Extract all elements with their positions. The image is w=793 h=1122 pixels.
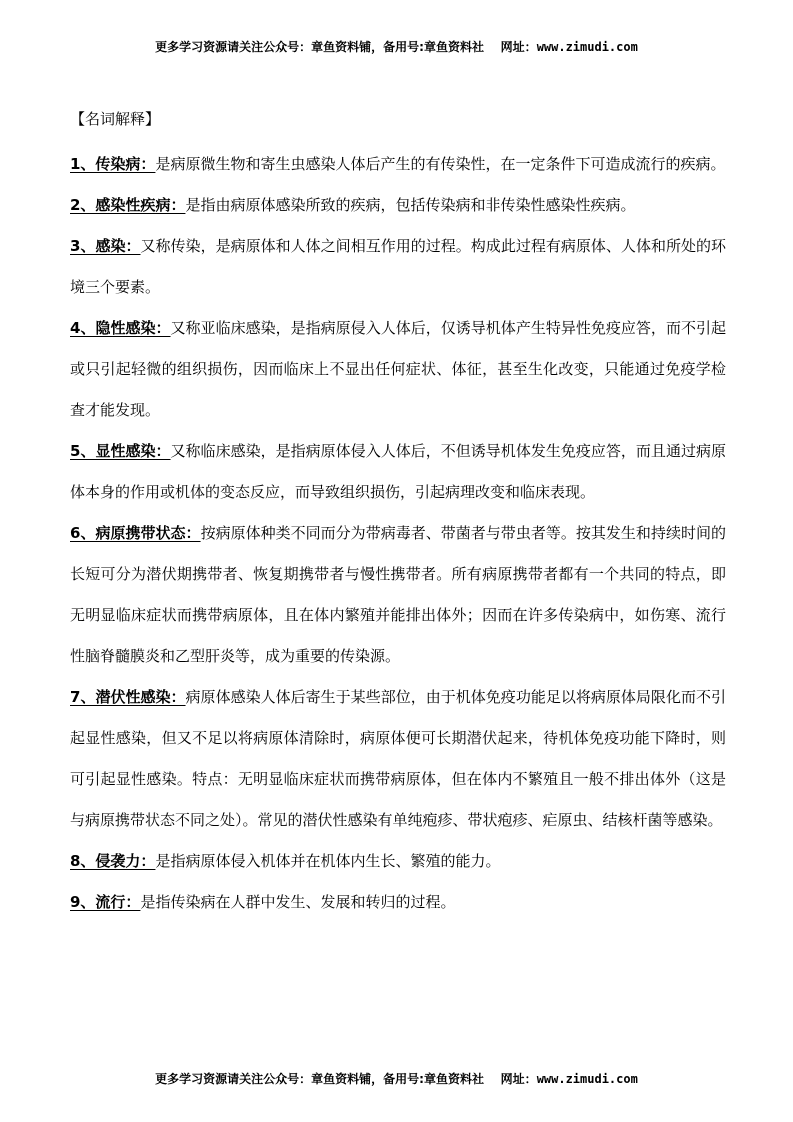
page-footer <box>0 1070 793 1087</box>
entry-term: 5、显性感染： <box>70 442 171 460</box>
footer-url-label: 网址： <box>500 1072 537 1086</box>
header-text: 更多学习资源请关注公众号：章鱼资料铺，备用号:章鱼资料社 <box>155 40 484 54</box>
header-url-label: 网址： <box>500 40 537 54</box>
footer-text: 更多学习资源请关注公众号：章鱼资料铺，备用号:章鱼资料社 <box>155 1072 484 1086</box>
entry-3 <box>70 226 726 308</box>
entry-8 <box>70 841 726 882</box>
entry-7 <box>70 677 726 841</box>
entry-term: 9、流行： <box>70 893 141 911</box>
entry-definition: 又称传染，是病原体和人体之间相互作用的过程。构成此过程有病原体、人体和所处的环境三个要素。 <box>70 237 727 296</box>
footer-url: www.zimudi.com <box>536 1072 638 1086</box>
entry-5 <box>70 431 726 513</box>
entry-6 <box>70 513 726 677</box>
entry-term: 4、隐性感染： <box>70 319 171 337</box>
entry-9 <box>70 882 726 923</box>
entry-term: 8、侵袭力： <box>70 852 156 870</box>
header-url: www.zimudi.com <box>536 40 638 54</box>
entry-definition: 是病原微生物和寄生虫感染人体后产生的有传染性，在一定条件下可造成流行的疾病。 <box>155 155 726 173</box>
entry-term: 2、感染性疾病： <box>70 196 186 214</box>
page-header <box>0 38 793 55</box>
entry-definition: 是指由病原体感染所致的疾病，包括传染病和非传染性感染性疾病。 <box>185 196 636 214</box>
entry-definition: 病原体感染人体后寄生于某些部位，由于机体免疫功能足以将病原体局限化而不引起显性感染，但又不足以将病原体清除时，病原体便可长期潜伏起来，待机体免疫功能下降时，则可引起显性感染。特点：无明显临床症状而携带病原体，但在体内不繁殖且一般不排出体外（这是与病原携带状态不同之处）。常见的潜伏性感染有单纯疱疹、带状疱疹、疟原虫、结核杆菌等感染。 <box>70 688 726 829</box>
entry-term: 1、传染病： <box>70 155 156 173</box>
entry-term: 6、病原携带状态： <box>70 524 201 542</box>
entry-2 <box>70 185 726 226</box>
entry-4 <box>70 308 726 431</box>
entry-definition: 按病原体种类不同而分为带病毒者、带菌者与带虫者等。按其发生和持续时间的长短可分为潜伏期携带者、恢复期携带者与慢性携带者。所有病原携带者都有一个共同的特点，即无明显临床症状而携带病原体，且在体内繁殖并能排出体外；因而在许多传染病中，如伤寒、流行性脑脊髓膜炎和乙型肝炎等，成为重要的传染源。 <box>70 524 726 665</box>
entry-term: 7、潜伏性感染： <box>70 688 186 706</box>
section-title: 【名词解释】 <box>70 110 161 128</box>
document-body <box>70 108 726 923</box>
entry-term: 3、感染： <box>70 237 141 255</box>
entry-definition: 是指病原体侵入机体并在机体内生长、繁殖的能力。 <box>155 852 501 870</box>
entry-1 <box>70 144 726 185</box>
entry-definition: 又称亚临床感染，是指病原侵入人体后，仅诱导机体产生特异性免疫应答，而不引起或只引起轻微的组织损伤，因而临床上不显出任何症状、体征，甚至生化改变，只能通过免疫学检查才能发现。 <box>70 319 726 419</box>
entry-definition: 又称临床感染，是指病原体侵入人体后，不但诱导机体发生免疫应答，而且通过病原体本身的作用或机体的变态反应，而导致组织损伤，引起病理改变和临床表现。 <box>70 442 726 501</box>
entry-definition: 是指传染病在人群中发生、发展和转归的过程。 <box>140 893 456 911</box>
